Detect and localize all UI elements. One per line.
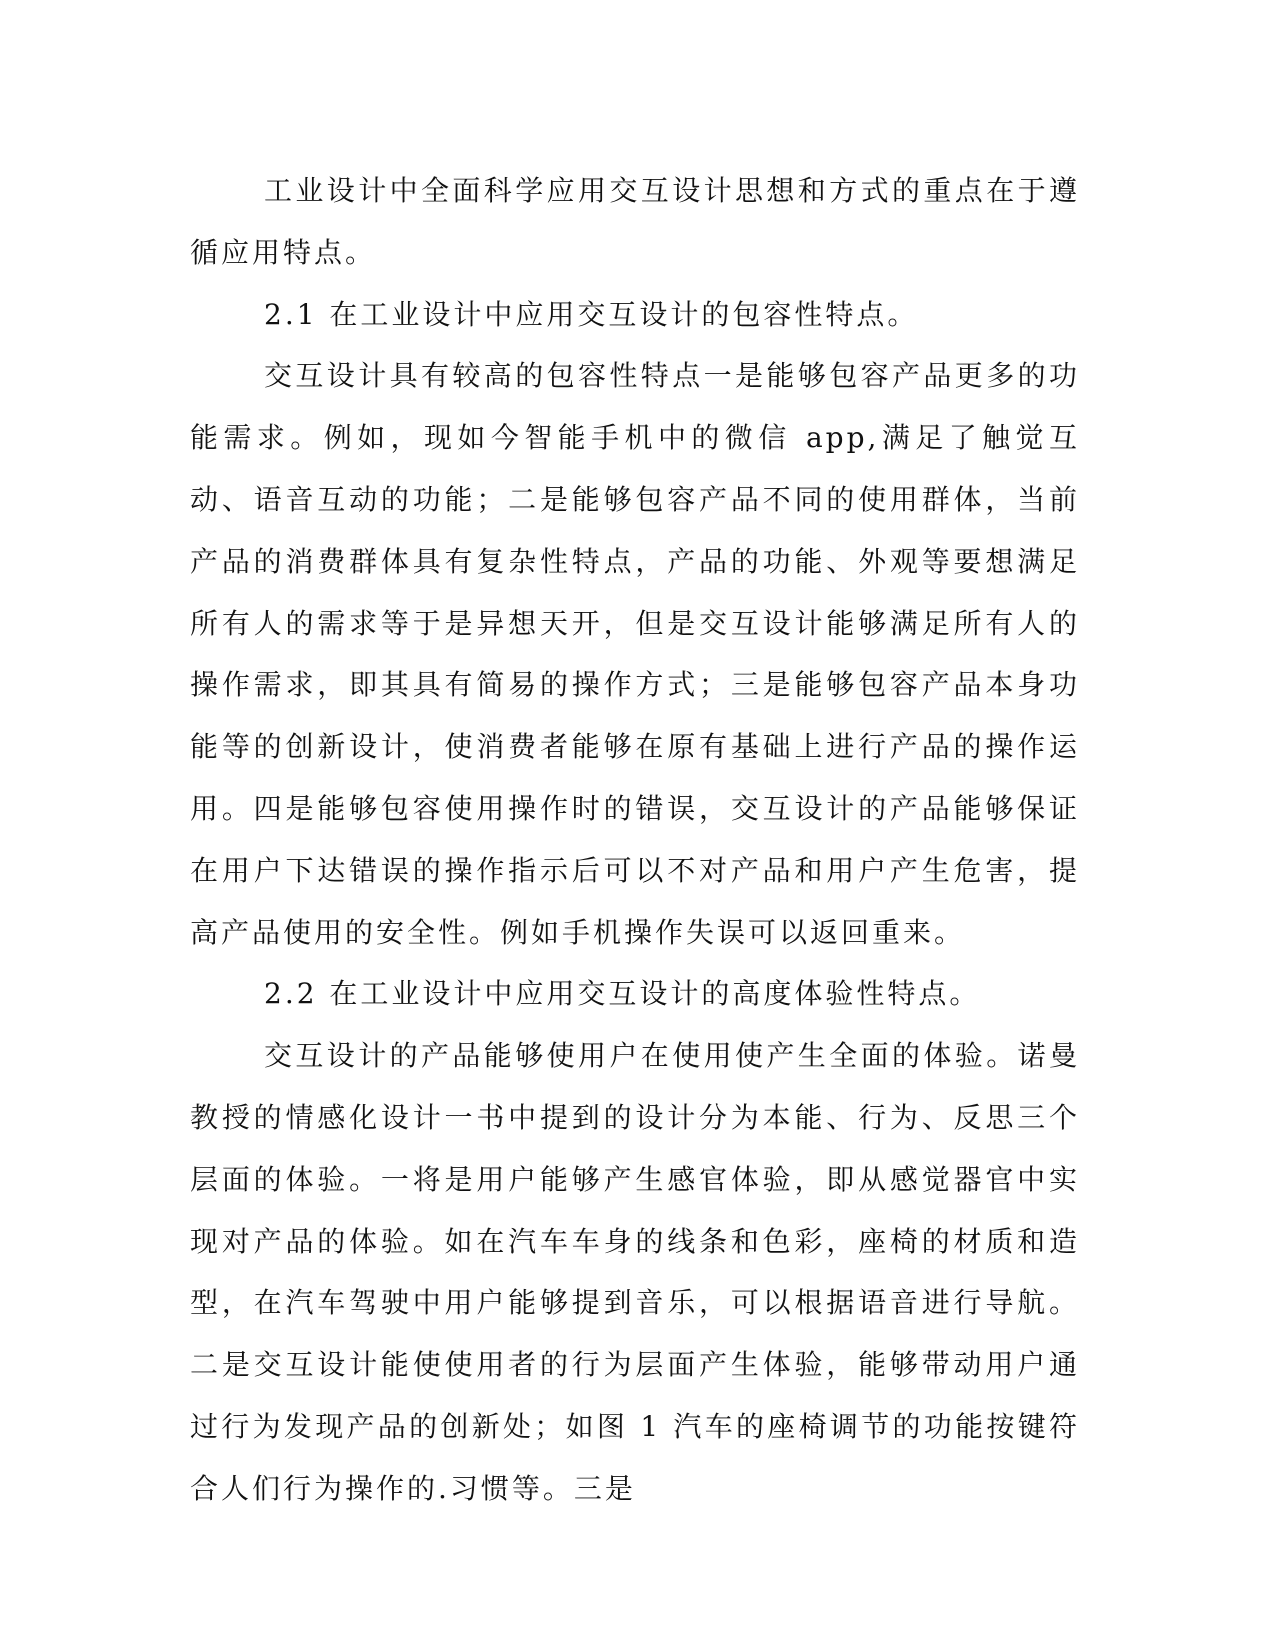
paragraph-experience: 交互设计的产品能够使用户在使用使产生全面的体验。诺曼教授的情感化设计一书中提到的设计分为本能、行为、反思三个层面的体验。一将是用户能够产生感官体验，即从感觉器官中实现对产品的体验。如在汽车车身的线条和色彩，座椅的材质和造型，在汽车驾驶中用户能够提到音乐，可以根据语音进行导航。二是交互设计能使使用者的行为层面产生体验，能够带动用户通过行为发现产品的创新处；如图 1 汽车的座椅调节的功能按键符合人们行为操作的.习惯等。三是 [190, 1039, 1080, 1505]
paragraph-inclusiveness: 交互设计具有较高的包容性特点一是能够包容产品更多的功能需求。例如，现如今智能手机中的微信 app,满足了触觉互动、语音互动的功能；二是能够包容产品不同的使用群体，当前产品的消费群体具有复杂性特点，产品的功能、外观等要想满足所有人的需求等于是异想天开，但是交互设计能够满足所有人的操作需求，即其具有简易的操作方式；三是能够包容产品本身功能等的创新设计，使消费者能够在原有基础上进行产品的操作运用。四是能够包容使用操作时的错误，交互设计的产品能够保证在用户下达错误的操作指示后可以不对产品和用户产生危害，提高产品使用的安全性。例如手机操作失误可以返回重来。 [190, 359, 1080, 949]
paragraph-intro: 工业设计中全面科学应用交互设计思想和方式的重点在于遵循应用特点。 [190, 174, 1080, 269]
section-heading-2-2: 2.2 在工业设计中应用交互设计的高度体验性特点。 [264, 977, 981, 1011]
section-heading-2-1: 2.1 在工业设计中应用交互设计的包容性特点。 [264, 297, 919, 331]
document-body [190, 160, 1080, 1520]
